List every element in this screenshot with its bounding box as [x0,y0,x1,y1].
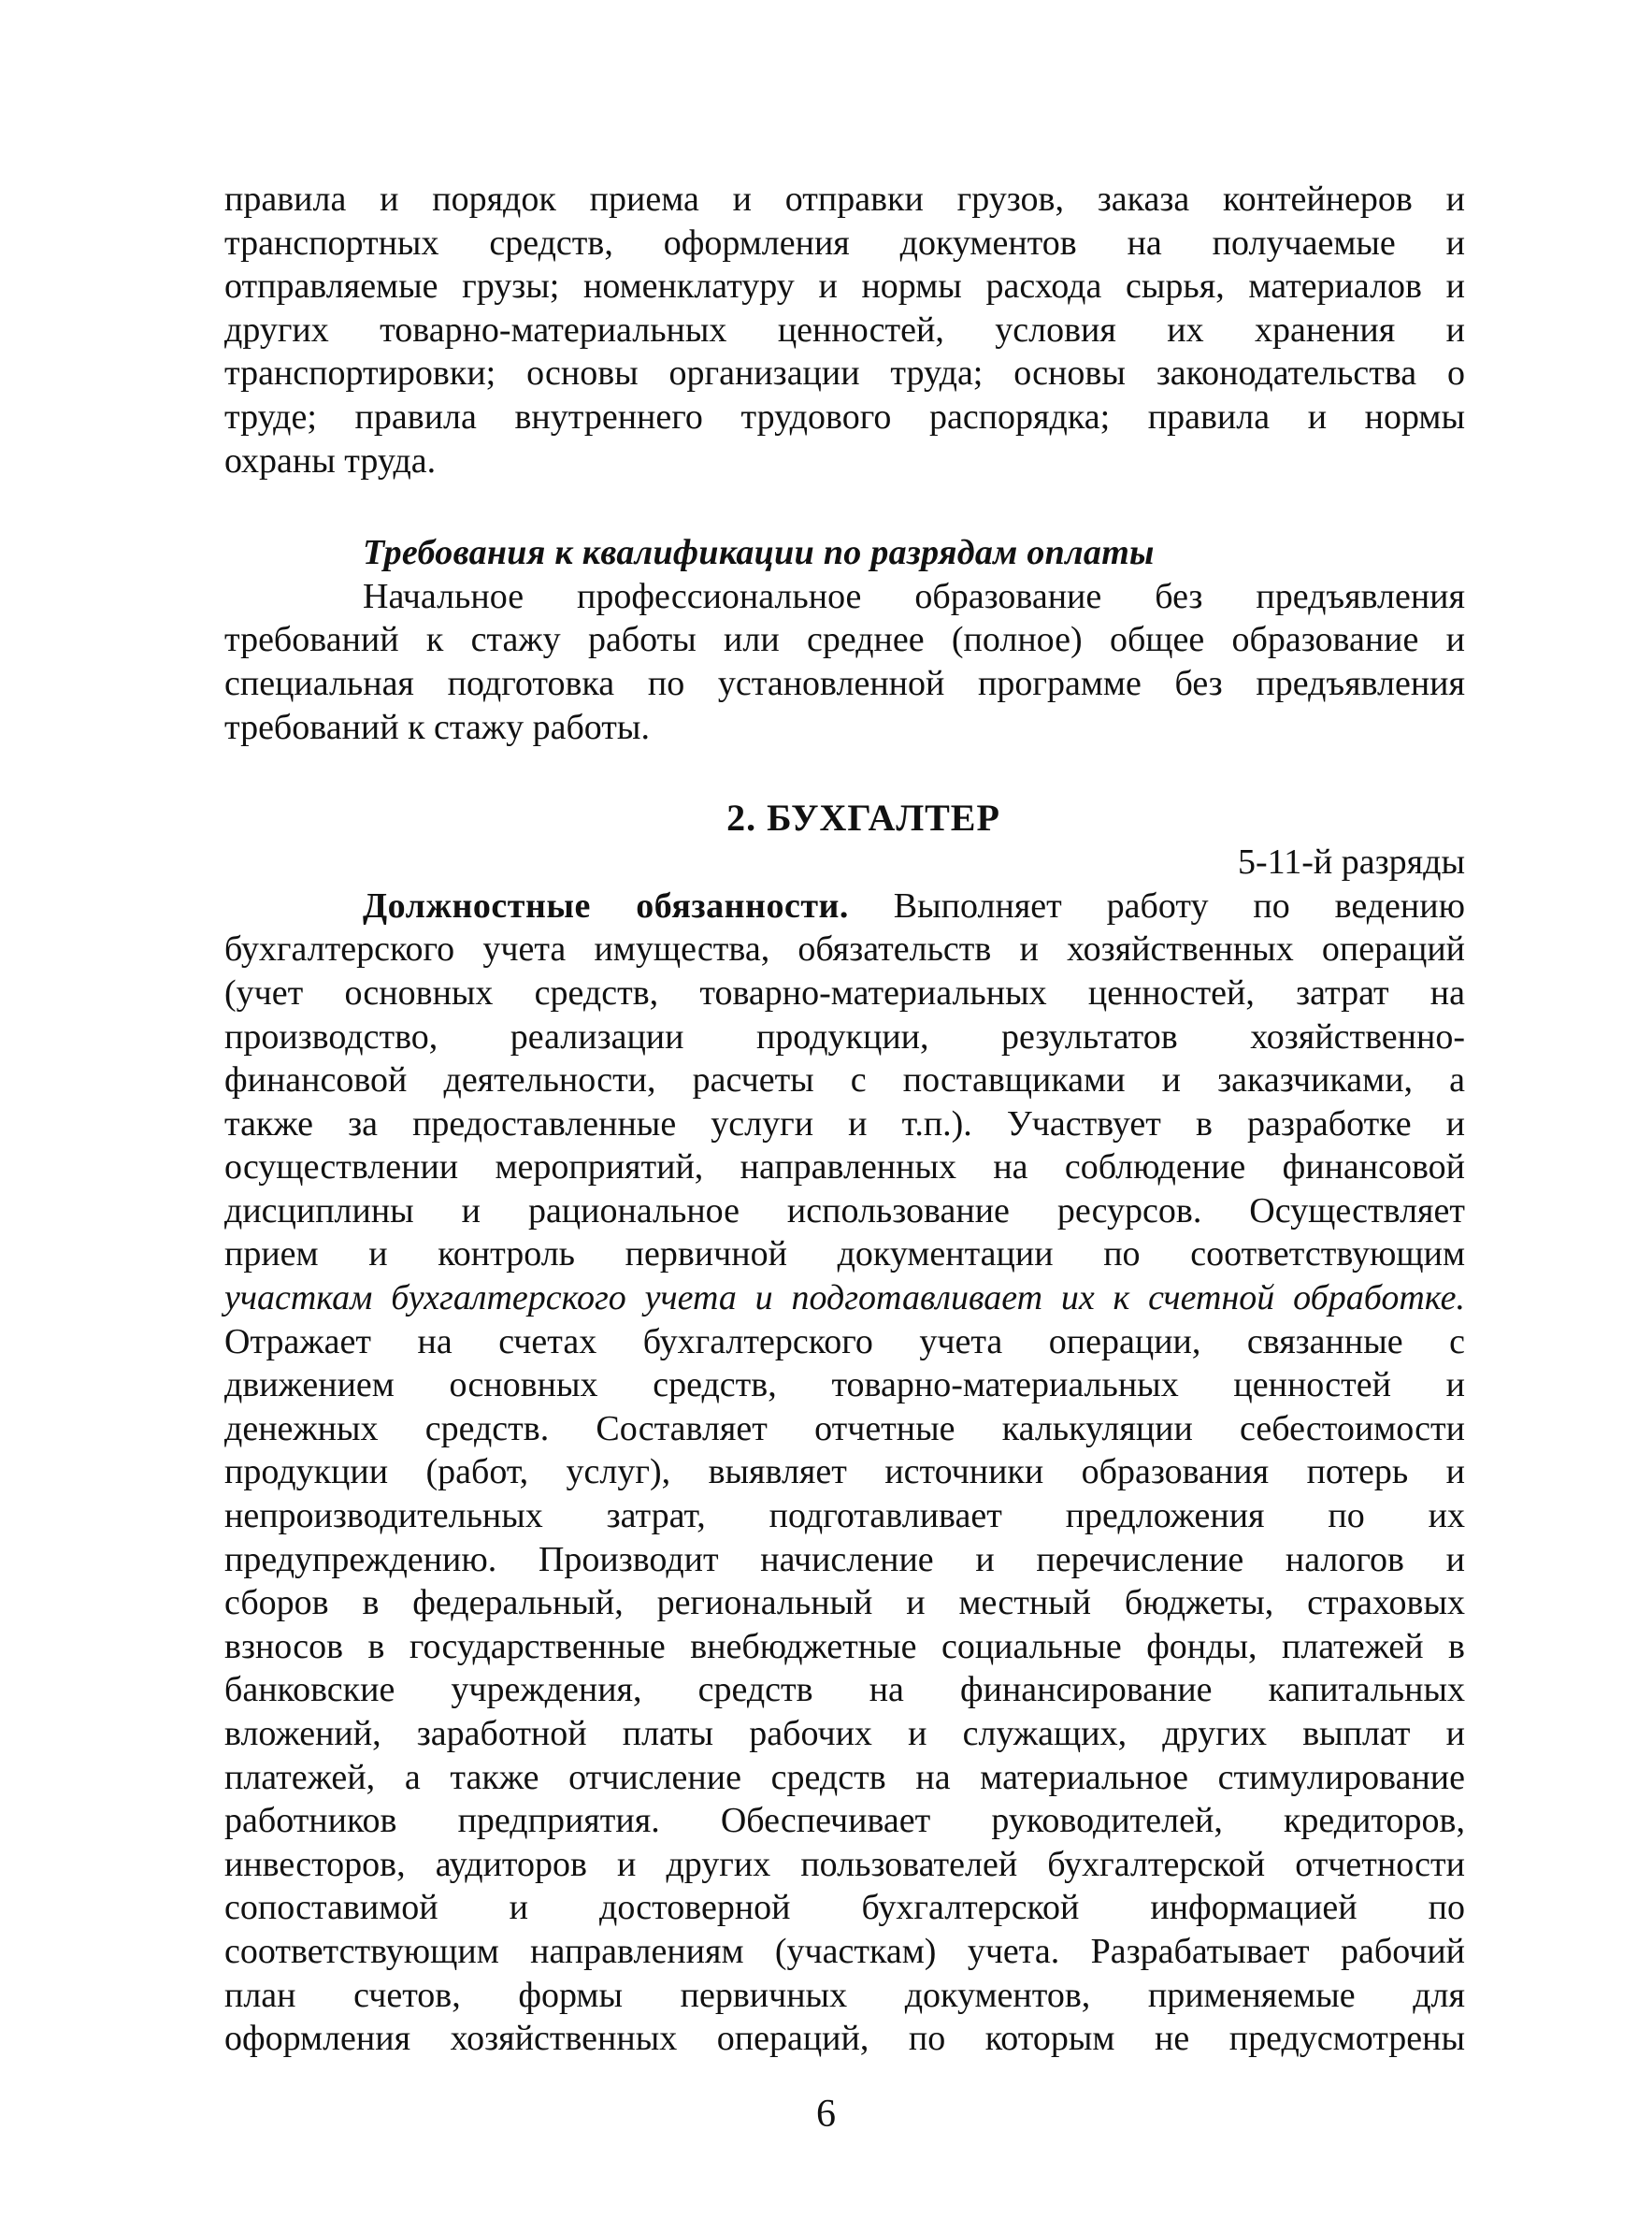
text-line: осуществлении мероприятий, направленных на соблюдение финансовой [224,1147,1465,1187]
text-line: правила и порядок приема и отправки грузов, заказа контейнеров и [224,180,1465,219]
text-line: соответствующим направлениям (участкам) учета. Разрабатывает рабочий [224,1931,1465,1971]
text-line: специальная подготовка по установленной программе без предъявления [224,663,1465,703]
duties-label: Должностные обязанности. [363,885,849,926]
text-line: вложений, заработной платы рабочих и служащих, других выплат и [224,1714,1465,1753]
text-line: (учет основных средств, товарно-материальных ценностей, затрат на [224,972,1465,1013]
text-line: взносов в государственные внебюджетные социальные фонды, платежей в [224,1626,1465,1666]
duties-first-line [224,885,1465,928]
intro-paragraph [224,178,1465,482]
text-line: дисциплины и рациональное использование ресурсов. Осуществляет [224,1190,1465,1231]
spacer [224,482,1465,531]
text-line: оформления хозяйственных операций, по которым не предусмотрены [224,2019,1465,2059]
spacer [224,749,1465,796]
text-line: Отражает на счетах бухгалтерского учета операции, связанные с [224,1321,1465,1361]
italic-text-line: участкам бухгалтерского учета и подготавливает их к счетной обработке. [224,1278,1465,1318]
text-line: Начальное профессиональное образование без предъявления [363,576,1465,616]
text-line: других товарно-материальных ценностей, условия их хранения и [224,309,1465,350]
text-line: также за предоставленные услуги и т.п.). Участвует в разработке и [224,1103,1465,1144]
text-line: финансовой деятельности, расчеты с поставщиками и заказчиками, а [224,1060,1465,1101]
qualification-block [224,531,1465,749]
text-line: банковские учреждения, средств на финансирование капитальных [224,1670,1465,1710]
text-line: труде; правила внутреннего трудового распорядка; правила и нормы [224,396,1465,437]
text-line: инвесторов, аудиторов и других пользователей бухгалтерской отчетности [224,1844,1465,1884]
section-heading: 2. БУХГАЛТЕР [726,797,1000,840]
accountant-section [224,796,1465,2061]
text-line: платежей, а также отчисление средств на материальное стимулирование [224,1757,1465,1797]
text-line: продукции (работ, услуг), выявляет источники образования потерь и [224,1452,1465,1492]
text-line: непроизводительных затрат, подготавливает предложения по их [224,1496,1465,1536]
text-line: прием и контроль первичной документации по соответствующим [224,1234,1465,1274]
text-line: работников предприятия. Обеспечивает руководителей, кредиторов, [224,1801,1465,1841]
text-line: предупреждению. Производит начисление и перечисление налогов и [224,1539,1465,1579]
grade-range: 5-11-й разряды [1238,842,1465,883]
text-line: денежных средств. Составляет отчетные калькуляции себестоимости [224,1408,1465,1448]
document-page [224,178,1465,2061]
duties-first-line-text: Выполняет работу по ведению [848,885,1465,926]
text-line: требований к стажу работы или среднее (полное) общее образование и [224,620,1465,660]
qualification-title: Требования к квалификации по разрядам оплаты [363,533,1155,573]
text-line: транспортировки; основы организации труда; основы законодательства о [224,353,1465,394]
text-line: производство, реализации продукции, результатов хозяйственно- [224,1016,1465,1057]
text-line: требований к стажу работы. [224,707,650,747]
text-line: охраны труда. [224,440,437,481]
text-line: план счетов, формы первичных документов, применяемые для [224,1975,1465,2015]
text-line: бухгалтерского учета имущества, обязательств и хозяйственных операций [224,929,1465,970]
text-line: движением основных средств, товарно-материальных ценностей и [224,1365,1465,1405]
text-line: транспортных средств, оформления документов на получаемые и [224,223,1465,263]
text-line: сборов в федеральный, региональный и местный бюджеты, страховых [224,1583,1465,1623]
page-number: 6 [816,2093,836,2136]
text-line: отправляемые грузы; номенклатуру и нормы расхода сырья, материалов и [224,266,1465,307]
text-line: сопоставимой и достоверной бухгалтерской информацией по [224,1888,1465,1928]
